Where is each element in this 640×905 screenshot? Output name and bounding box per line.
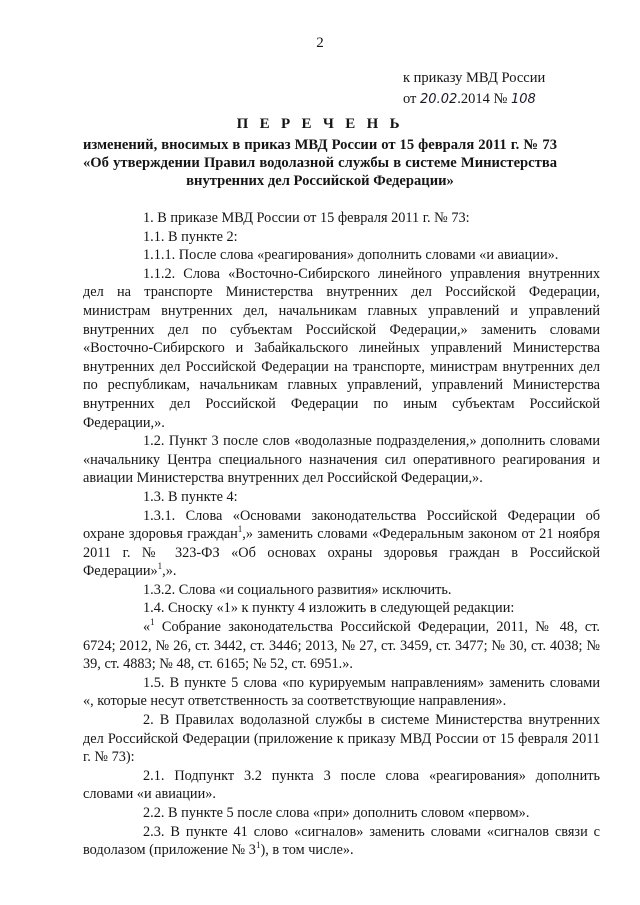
document-body: [83, 209, 600, 860]
paragraph-1-4-quote: [83, 618, 600, 674]
footnote-marker: 1: [157, 561, 163, 572]
paragraph-1-3-1-text-a: 1.3.1. Слова «Основами законодательства Российской Федерации об охране здоровья граждан: [83, 507, 600, 543]
paragraph-2-2: 2.2. В пункте 5 после слова «при» дополнить словом «первом».: [143, 805, 530, 821]
reference-year: .2014 №: [457, 91, 508, 107]
quote-open: «: [143, 619, 151, 636]
paragraph-2-3: [83, 823, 600, 860]
paragraph-1-4: 1.4. Сноску «1» к пункту 4 изложить в следующей редакции:: [143, 600, 515, 617]
paragraph-1-5: 1.5. В пункте 5 слова «по курируемым направлениям» заменить словами «, которые несут ответственность за соответствующие направления».: [83, 674, 600, 710]
page-number: 2: [316, 35, 324, 51]
paragraph-1-3-1-text-c: ,».: [162, 563, 177, 580]
paragraph-1-3-1-text-b: ,» заменить словами «Федеральным законом от 21 ноября 2011 г. № 323-ФЗ «Об основах охраны здоровья граждан в Российской Федерации»: [83, 526, 600, 580]
reference-prefix: от: [403, 91, 417, 107]
paragraph-1-2: 1.2. Пункт 3 после слов «водолазные подразделения,» дополнить словами «начальнику Центра специального назначения сил оперативного реагирования и авиации Министерства внутренних дел Российской Федерации,».: [83, 433, 600, 487]
paragraph-1-1-2: 1.1.2. Слова «Восточно-Сибирского линейного управления внутренних дел на транспорте Министерства внутренних дел Российской Федерации, министрам внутренних дел, начальникам главных управлений и управлений внутренних дел по субъектам Российской Федерации,» заменить словами «Восточно-Сибирского и Забайкальского линейных управлений Министерства внутренних дел Российской Федерации на транспорте, министрам внутренних дел по республикам, начальникам главных управлений, управлений Министерства внутренних дел Российской Федерации по иным субъектам Российской Федерации,».: [83, 265, 600, 431]
order-reference: [403, 68, 545, 110]
document-title: П Е Р Е Ч Е Н Ь: [236, 116, 404, 132]
paragraph-1: 1. В приказе МВД России от 15 февраля 2011 г. № 73:: [143, 210, 470, 226]
subtitle-line-1: изменений, вносимых в приказ МВД России от 15 февраля 2011 г. № 73: [83, 137, 557, 153]
paragraph-1-3-2: 1.3.2. Слова «и социального развития» исключить.: [143, 581, 452, 598]
document-subtitle: [83, 136, 557, 190]
footnote-marker: 1: [237, 524, 243, 535]
handwritten-date: 20.02: [420, 92, 458, 107]
paragraph-2-1: 2.1. Подпункт 3.2 пункта 3 после слова «реагирования» дополнить словами «и авиации».: [83, 767, 600, 803]
reference-date-line: [403, 89, 545, 110]
footnote-marker: 1: [255, 840, 261, 851]
paragraph-2-3-text-a: 2.3. В пункте 41 слово «сигналов» заменить словами «сигналов связи с водолазом (приложение № 3: [83, 823, 600, 859]
paragraph-2: 2. В Правилах водолазной службы в системе Министерства внутренних дел Российской Федерации (приложение к приказу МВД России от 15 февраля 2011 г. № 73):: [83, 712, 600, 766]
subtitle-line-3: внутренних дел Российской Федерации»: [186, 173, 454, 189]
paragraph-1-3: 1.3. В пункте 4:: [143, 488, 238, 505]
handwritten-order-number: 108: [510, 92, 536, 107]
paragraph-1-3-1: [83, 507, 600, 581]
footnote-text: Собрание законодательства Российской Федерации, 2011, № 48, ст. 6724; 2012, № 26, ст. 3442, ст. 3446; 2013, № 27, ст. 3459, ст. 3477; № 30, ст. 4038; № 39, ст. 4883; № 48, ст. 6165; № 52, ст. 6951.».: [83, 619, 600, 673]
paragraph-1-1: 1.1. В пункте 2:: [143, 228, 238, 245]
paragraph-2-3-text-b: ), в том числе».: [260, 842, 354, 859]
reference-line: к приказу МВД России: [403, 70, 546, 86]
subtitle-line-2: «Об утверждении Правил водолазной службы в системе Министерства: [83, 155, 557, 171]
footnote-marker: 1: [150, 617, 155, 628]
paragraph-1-1-1: 1.1.1. После слова «реагирования» дополнить словами «и авиации».: [143, 247, 559, 264]
